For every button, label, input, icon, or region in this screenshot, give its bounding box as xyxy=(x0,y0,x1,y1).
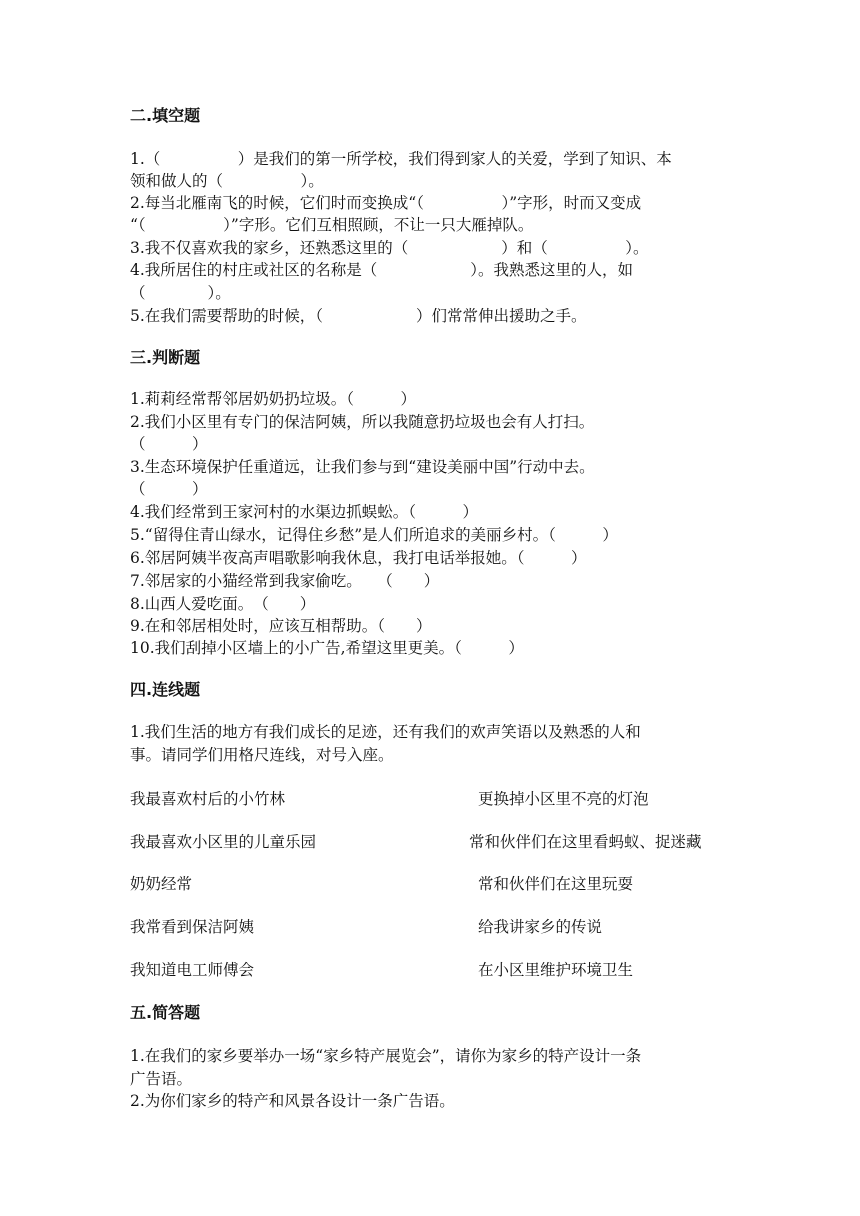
short-answer-line: 2.为你们家乡的特产和风景各设计一条广告语。 xyxy=(130,1092,455,1110)
judge-line: 2.我们小区里有专门的保洁阿姨，所以我随意扔垃圾也会有人打扫。 xyxy=(130,413,595,431)
matching-right-item[interactable]: 更换掉小区里不亮的灯泡 xyxy=(478,790,649,808)
fill-blank-line: “（ ）”字形。它们互相照顾，不让一只大雁掉队。 xyxy=(130,216,534,234)
judge-line: 6.邻居阿姨半夜高声唱歌影响我休息，我打电话举报她。（ ） xyxy=(130,549,587,567)
matching-left-item[interactable]: 我常看到保洁阿姨 xyxy=(130,918,255,936)
matching-right-item[interactable]: 给我讲家乡的传说 xyxy=(478,918,603,936)
matching-left-item[interactable]: 奶奶经常 xyxy=(130,875,193,893)
short-answer-line: 1.在我们的家乡要举办一场“家乡特产展览会”，请你为家乡的特产设计一条 xyxy=(130,1047,642,1065)
matching-left-item[interactable]: 我最喜欢小区里的儿童乐园 xyxy=(130,833,317,851)
judge-line: 3.生态环境保护任重道远，让我们参与到“建设美丽中国”行动中去。 xyxy=(130,458,595,476)
fill-blank-line: 领和做人的（ ）。 xyxy=(130,172,324,190)
section-title-short-answer: 五.简答题 xyxy=(130,1003,201,1022)
fill-blank-line: 2.每当北雁南飞的时候，它们时而变换成“（ ）”字形，时而又变成 xyxy=(130,194,642,212)
judge-line: 1.莉莉经常帮邻居奶奶扔垃圾。（ ） xyxy=(130,390,417,408)
matching-right-item[interactable]: 常和伙伴们在这里看蚂蚁、捉迷藏 xyxy=(469,833,702,851)
judge-line: 5.“留得住青山绿水，记得住乡愁”是人们所追求的美丽乡村。（ ） xyxy=(130,526,618,544)
fill-blank-line: 3.我不仅喜欢我的家乡，还熟悉这里的（ ）和（ ）。 xyxy=(130,239,649,257)
judge-line: 9.在和邻居相处时，应该互相帮助。（ ） xyxy=(130,617,432,635)
fill-blank-line: 1.（ ）是我们的第一所学校，我们得到家人的关爱，学到了知识、本 xyxy=(130,150,672,168)
judge-line: 4.我们经常到王家河村的水渠边抓蜈蚣。（ ） xyxy=(130,503,479,521)
judge-line: 7.邻居家的小猫经常到我家偷吃。 （ ） xyxy=(130,572,440,590)
matching-intro-line: 1.我们生活的地方有我们成长的足迹，还有我们的欢声笑语以及熟悉的人和 xyxy=(130,723,641,741)
matching-right-item[interactable]: 在小区里维护环境卫生 xyxy=(478,961,634,979)
fill-blank-line: （ ）。 xyxy=(130,284,231,302)
short-answer-line: 广告语。 xyxy=(130,1070,193,1088)
matching-intro-line: 事。请同学们用格尺连线，对号入座。 xyxy=(130,746,394,764)
matching-left-item[interactable]: 我最喜欢村后的小竹林 xyxy=(130,790,286,808)
section-title-fill-blank: 二.填空题 xyxy=(130,106,201,125)
fill-blank-line: 5.在我们需要帮助的时候，（ ）们常常伸出援助之手。 xyxy=(130,307,587,325)
judge-line: （ ） xyxy=(130,435,208,453)
judge-line: （ ） xyxy=(130,480,208,498)
section-title-matching: 四.连线题 xyxy=(130,680,201,699)
matching-right-item[interactable]: 常和伙伴们在这里玩耍 xyxy=(478,875,634,893)
fill-blank-line: 4.我所居住的村庄或社区的名称是（ ）。我熟悉这里的人，如 xyxy=(130,261,634,279)
section-title-judge: 三.判断题 xyxy=(130,348,201,367)
judge-line: 8.山西人爱吃面。 （ ） xyxy=(130,595,316,613)
matching-left-item[interactable]: 我知道电工师傅会 xyxy=(130,961,255,979)
judge-line: 10.我们刮掉小区墙上的小广告,希望这里更美。（ ） xyxy=(130,639,524,657)
